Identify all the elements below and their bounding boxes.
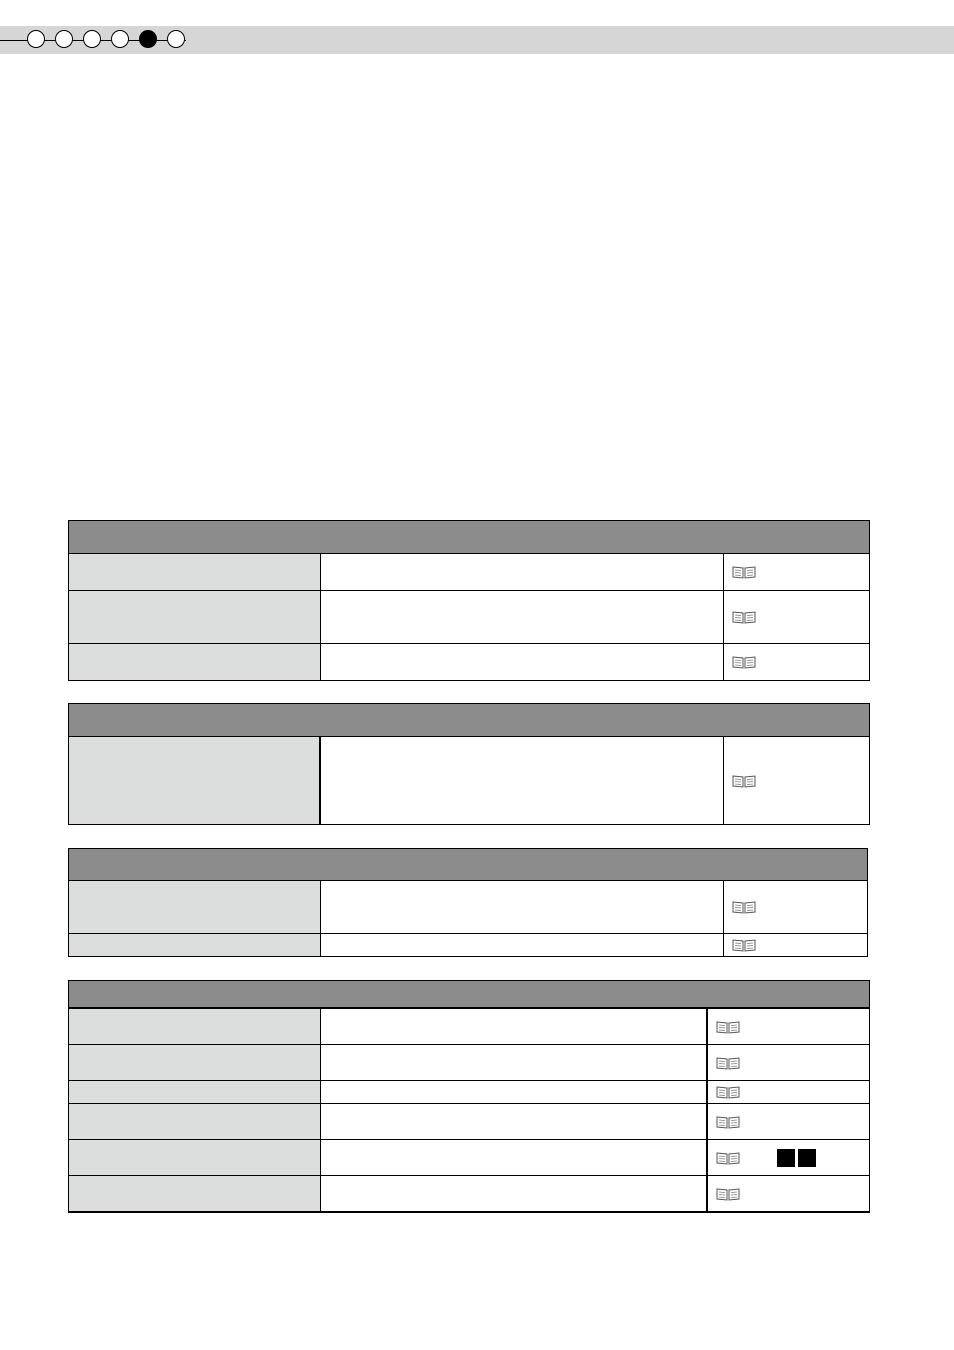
row-description-cell [321, 554, 724, 590]
book-icon [716, 1151, 740, 1165]
nav-step-6 [167, 30, 185, 48]
table-header [69, 981, 869, 1009]
table-row [69, 881, 867, 934]
book-icon [732, 900, 756, 914]
row-label-cell [69, 1176, 321, 1211]
table-4 [68, 980, 870, 1213]
row-reference-cell [708, 1045, 869, 1080]
row-label-cell [69, 934, 321, 956]
row-description-cell [321, 1176, 708, 1211]
table-header [69, 849, 867, 881]
table-1 [68, 520, 870, 681]
row-reference-cell [708, 1009, 869, 1044]
table-row [69, 1081, 869, 1104]
nav-step-4 [111, 30, 129, 48]
book-icon [732, 655, 756, 669]
row-description-cell [321, 644, 724, 680]
row-description-cell [321, 934, 724, 956]
book-icon [716, 1020, 740, 1034]
book-icon [716, 1187, 740, 1201]
nav-step-2 [55, 30, 73, 48]
nav-step-5-current [139, 30, 157, 48]
nav-step-3 [83, 30, 101, 48]
table-row [69, 1140, 869, 1176]
row-reference-cell [708, 1104, 869, 1139]
row-label-cell [69, 737, 321, 824]
row-reference-cell [724, 934, 867, 956]
row-description-cell [321, 1081, 708, 1103]
table-row [69, 554, 869, 591]
row-reference-cell [708, 1081, 869, 1103]
row-description-cell [321, 1140, 708, 1175]
row-label-cell [69, 1140, 321, 1175]
row-description-cell [321, 737, 724, 824]
row-description-cell [321, 881, 724, 933]
row-label-cell [69, 1104, 321, 1139]
table-row [69, 1009, 869, 1045]
black-square-mark [798, 1149, 816, 1167]
row-description-cell [321, 1045, 708, 1080]
table-2 [68, 703, 870, 825]
row-description-cell [321, 591, 724, 643]
table-3 [68, 848, 868, 957]
row-reference-cell [708, 1176, 869, 1211]
table-row [69, 644, 869, 680]
book-icon [732, 938, 756, 952]
table-row [69, 1104, 869, 1140]
table-row [69, 1045, 869, 1081]
table-row [69, 934, 867, 956]
book-icon [716, 1056, 740, 1070]
table-row [69, 737, 869, 824]
row-reference-cell [708, 1140, 869, 1175]
row-reference-cell [724, 737, 869, 824]
book-icon [716, 1085, 740, 1099]
table-header [69, 704, 869, 737]
table-header [69, 521, 869, 554]
row-label-cell [69, 591, 321, 643]
row-reference-cell [724, 591, 869, 643]
black-square-mark [777, 1149, 795, 1167]
row-reference-cell [724, 554, 869, 590]
nav-step-1 [27, 30, 45, 48]
book-icon [732, 565, 756, 579]
row-label-cell [69, 1009, 321, 1044]
row-label-cell [69, 554, 321, 590]
row-label-cell [69, 1045, 321, 1080]
book-icon [732, 774, 756, 788]
row-description-cell [321, 1009, 708, 1044]
row-description-cell [321, 1104, 708, 1139]
row-label-cell [69, 881, 321, 933]
book-icon [732, 610, 756, 624]
table-row [69, 1176, 869, 1211]
book-icon [716, 1115, 740, 1129]
table-row [69, 591, 869, 644]
row-label-cell [69, 1081, 321, 1103]
row-reference-cell [724, 644, 869, 680]
row-reference-cell [724, 881, 867, 933]
row-label-cell [69, 644, 321, 680]
